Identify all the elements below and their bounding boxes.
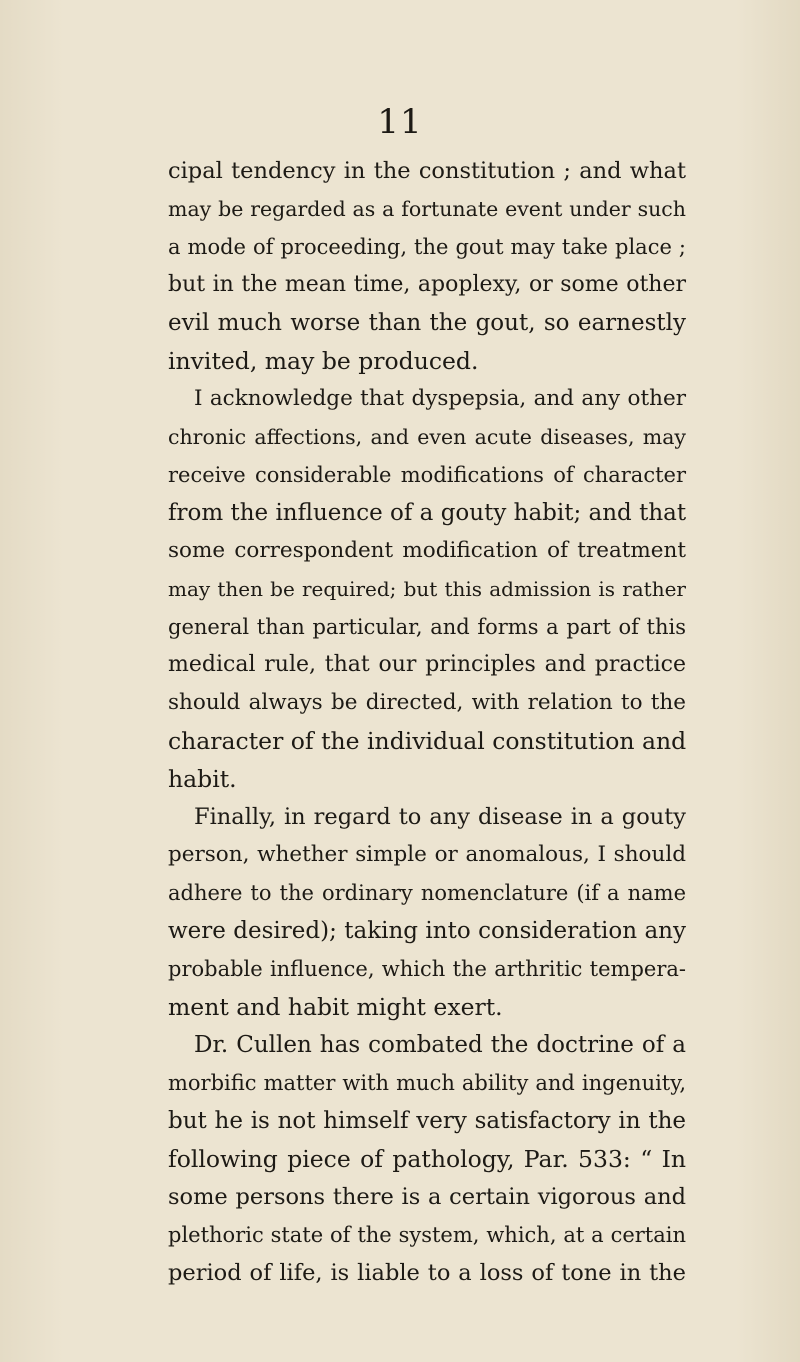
text-line: from the influence of a gouty habit; and that — [168, 500, 687, 526]
text-line: but he is not himself very satisfactory in the — [168, 1108, 686, 1134]
page-number: 11 — [377, 102, 423, 142]
text-line: evil much worse than the gout, so earnestly — [168, 310, 686, 336]
text-line: receive considerable modifications of character — [168, 463, 686, 487]
text-line: chronic affections, and even acute diseases, may — [168, 425, 686, 449]
text-line: may be regarded as a fortunate event under such — [168, 197, 686, 221]
text-line: character of the individual constitution and — [168, 727, 687, 755]
text-line: morbific matter with much ability and ingenuity, — [168, 1071, 686, 1095]
text-line: general than particular, and forms a part of this — [168, 615, 686, 639]
text-line: following piece of pathology, Par. 533: “ In — [168, 1145, 686, 1173]
text-line: a mode of proceeding, the gout may take place ; — [168, 235, 686, 259]
text-line: probable influence, which the arthritic tempera- — [168, 957, 686, 981]
text-line: Dr. Cullen has combated the doctrine of a — [194, 1032, 686, 1058]
text-line: adhere to the ordinary nomenclature (if a name — [168, 881, 686, 905]
text-line: plethoric state of the system, which, at a certain — [168, 1223, 686, 1247]
text-line: medical rule, that our principles and practice — [168, 652, 686, 677]
text-line: person, whether simple or anomalous, I should — [168, 842, 686, 867]
text-line: may then be required; but this admission is rather — [168, 577, 686, 601]
text-line: some persons there is a certain vigorous and — [168, 1184, 686, 1210]
text-line: some correspondent modification of treatment — [168, 538, 686, 563]
text-line: I acknowledge that dyspepsia, and any other — [194, 386, 686, 411]
text-line: but in the mean time, apoplexy, or some other — [168, 272, 686, 297]
text-line: Finally, in regard to any disease in a gouty — [194, 804, 686, 830]
text-line: were desired); taking into consideration any — [168, 918, 686, 944]
text-line: cipal tendency in the constitution ; and what — [168, 158, 686, 184]
text-line: period of life, is liable to a loss of tone in the — [168, 1260, 686, 1286]
text-line: ment and habit might exert. — [168, 993, 503, 1021]
text-line: should always be directed, with relation to the — [168, 690, 686, 715]
body-text — [168, 152, 686, 1292]
text-line: invited, may be produced. — [168, 347, 479, 375]
text-line: habit. — [168, 765, 237, 793]
